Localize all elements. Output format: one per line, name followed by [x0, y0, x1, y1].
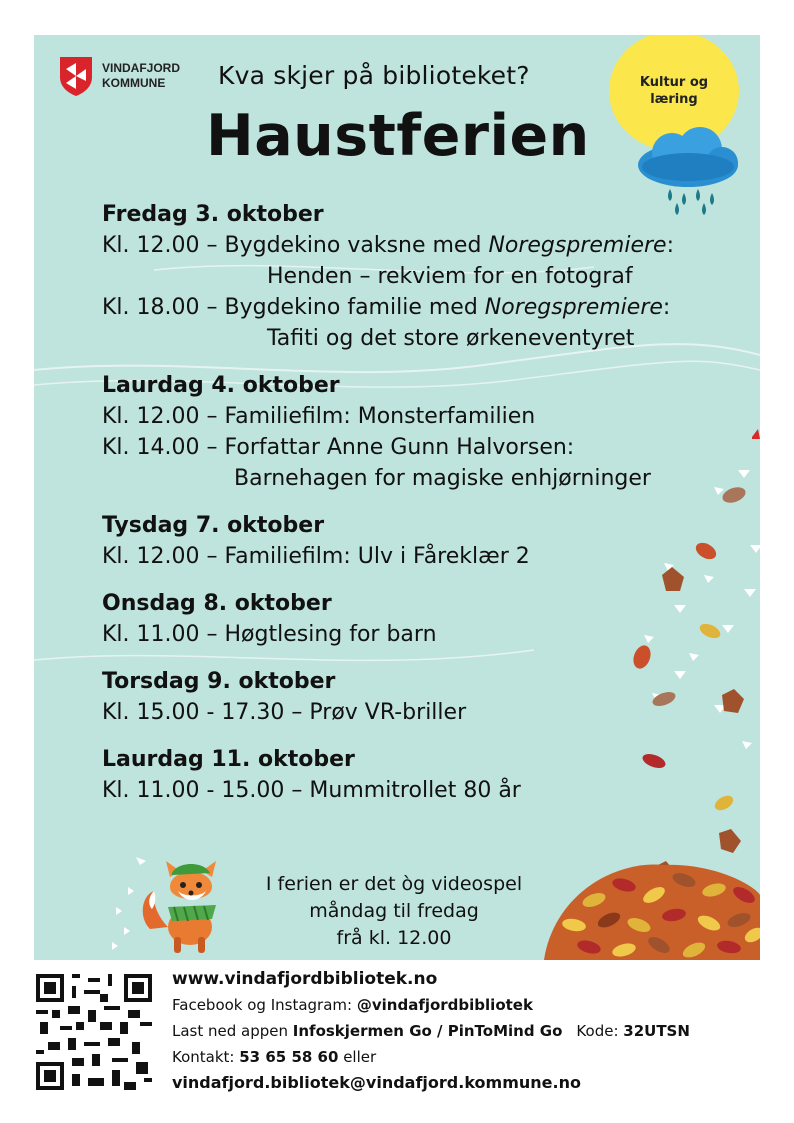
- event-tail: :: [662, 295, 671, 320]
- subtitle: Kva skjer på biblioteket?: [218, 61, 530, 90]
- poster: [34, 35, 760, 960]
- contact-or: eller: [338, 1048, 377, 1066]
- qr-code-icon[interactable]: [36, 974, 152, 1090]
- app-name: Infoskjermen Go / PinToMind Go: [292, 1022, 563, 1040]
- org-name-line1: VINDAFJORD: [102, 61, 181, 75]
- shield-icon: [58, 55, 94, 97]
- videospel-note: [244, 871, 544, 952]
- event-row: [102, 230, 742, 292]
- footer: [34, 966, 760, 1096]
- event-time: Kl. 18.00 –: [102, 295, 225, 320]
- badge-line2: læring: [650, 92, 698, 107]
- day-title: Torsdag 9. oktober: [102, 669, 336, 694]
- event-emphasis: Noregspremiere: [488, 233, 667, 258]
- note-line2: måndag til fredag: [309, 900, 479, 922]
- event-time: Kl. 12.00 –: [102, 404, 225, 429]
- app-label: Last ned appen: [172, 1022, 293, 1040]
- day-title: Fredag 3. oktober: [102, 202, 324, 227]
- event-tail: :: [666, 233, 674, 258]
- event-row: [102, 292, 742, 354]
- phone-number[interactable]: 53 65 58 60: [239, 1048, 339, 1066]
- event-text: Mummitrollet 80 år: [309, 778, 521, 803]
- event-continuation: Henden – rekviem for en fotograf: [267, 264, 633, 289]
- contact-label: Kontakt:: [172, 1048, 240, 1066]
- autumn-leaves-illustration: [514, 375, 760, 960]
- day-title: Onsdag 8. oktober: [102, 591, 332, 616]
- code-label: Kode:: [576, 1022, 624, 1040]
- event-text: Bygdekino vaksne med: [224, 233, 489, 258]
- day-block: [102, 199, 742, 354]
- social-handle[interactable]: @vindafjordbibliotek: [356, 996, 533, 1014]
- event-time: Kl. 15.00 - 17.30 –: [102, 700, 310, 725]
- note-line1: I ferien er det òg videospel: [265, 873, 523, 895]
- day-title: Tysdag 7. oktober: [102, 513, 325, 538]
- event-text: Familiefilm: Ulv i Fåreklær 2: [224, 544, 530, 569]
- email-link[interactable]: vindafjord.bibliotek@vindafjord.kommune.no: [172, 1073, 581, 1092]
- event-time: Kl. 11.00 –: [102, 622, 225, 647]
- event-text: Høgtlesing for barn: [224, 622, 437, 647]
- kommune-logo: [58, 55, 180, 97]
- fox-illustration: [108, 847, 243, 957]
- event-time: Kl. 12.00 –: [102, 544, 225, 569]
- badge-line1: Kultur og: [639, 75, 709, 90]
- event-continuation: Tafiti og det store ørkeneventyret: [267, 326, 635, 351]
- website-link[interactable]: www.vindafjordbibliotek.no: [172, 969, 438, 989]
- code-value: 32UTSN: [623, 1022, 690, 1040]
- event-continuation: Barnehagen for magiske enhjørninger: [234, 466, 651, 491]
- event-time: Kl. 12.00 –: [102, 233, 225, 258]
- contact-info: [172, 966, 690, 1096]
- social-label: Facebook og Instagram:: [172, 996, 357, 1014]
- org-name-line2: KOMMUNE: [102, 76, 166, 90]
- page-title: Haustferien: [206, 103, 590, 169]
- event-text: Bygdekino familie med: [224, 295, 485, 320]
- event-time: Kl. 14.00 –: [102, 435, 225, 460]
- day-title: Laurdag 4. oktober: [102, 373, 340, 398]
- event-text: Familiefilm: Monsterfamilien: [224, 404, 536, 429]
- event-time: Kl. 11.00 - 15.00 –: [102, 778, 310, 803]
- day-title: Laurdag 11. oktober: [102, 747, 355, 772]
- event-emphasis: Noregspremiere: [484, 295, 663, 320]
- event-text: Forfattar Anne Gunn Halvorsen:: [224, 435, 575, 460]
- note-line3: frå kl. 12.00: [336, 927, 452, 949]
- event-text: Prøv VR-briller: [309, 700, 467, 725]
